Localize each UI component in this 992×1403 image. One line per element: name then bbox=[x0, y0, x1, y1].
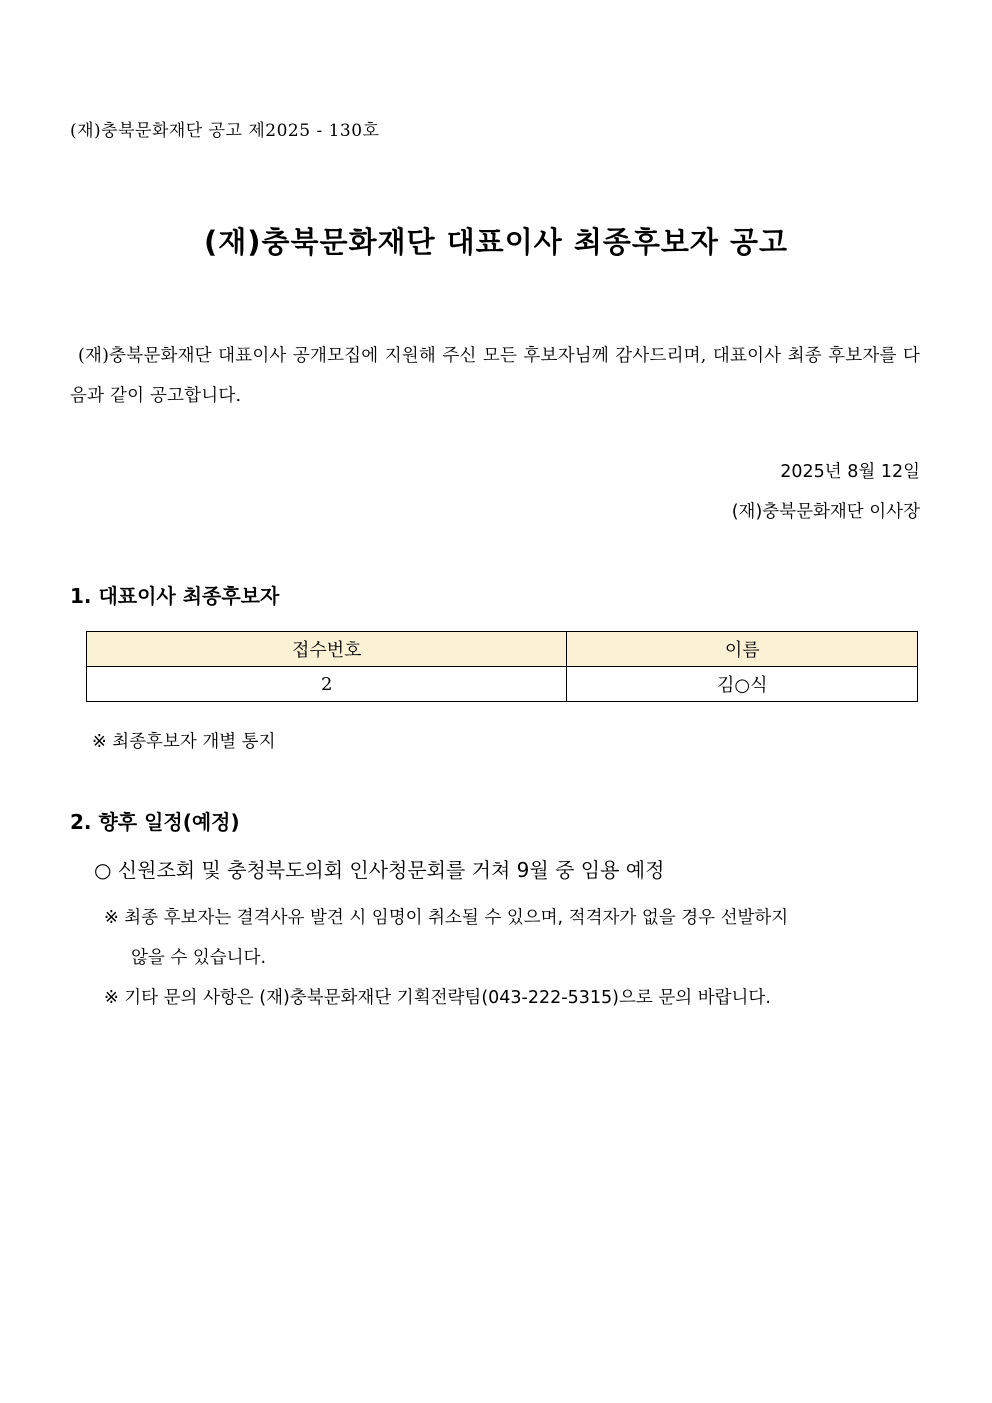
table-header-row bbox=[87, 632, 918, 667]
section-heading-candidate: 1. 대표이사 최종후보자 bbox=[70, 584, 280, 608]
disqualification-note: ※ 최종 후보자는 결격사유 발견 시 임명이 취소될 수 있으며, 적격자가 없을 경우 선발하지 bbox=[104, 908, 789, 928]
page-title: (재)충북문화재단 대표이사 최종후보자 공고 bbox=[203, 225, 789, 259]
schedule-item: ○ 신원조회 및 충청북도의회 인사청문회를 거쳐 9월 중 임용 예정 bbox=[94, 858, 665, 882]
section-heading-schedule: 2. 향후 일정(예정) bbox=[70, 810, 240, 834]
disqualification-note-continued: 않을 수 있습니다. bbox=[131, 948, 267, 968]
intro-paragraph: (재)충북문화재단 대표이사 공개모집에 지원해 주신 모든 후보자님께 감사드리며, 대표이사 최종 후보자를 다음과 같이 공고합니다. bbox=[70, 346, 920, 406]
candidate-note: ※ 최종후보자 개별 통지 bbox=[92, 732, 276, 752]
column-header-name: 이름 bbox=[567, 632, 918, 667]
column-header-receipt-number: 접수번호 bbox=[87, 632, 567, 667]
candidate-table bbox=[86, 631, 918, 702]
table-row bbox=[87, 667, 918, 702]
notice-number: (재)충북문화재단 공고 제2025 - 130호 bbox=[70, 121, 380, 141]
cell-name: 김○식 bbox=[567, 667, 918, 702]
inquiry-note: ※ 기타 문의 사항은 (재)충북문화재단 기획전략팀(043-222-5315)으로 문의 바랍니다. bbox=[104, 988, 771, 1008]
cell-receipt-number: 2 bbox=[87, 667, 567, 702]
notice-date: 2025년 8월 12일 bbox=[780, 462, 920, 482]
issuer: (재)충북문화재단 이사장 bbox=[731, 502, 920, 522]
